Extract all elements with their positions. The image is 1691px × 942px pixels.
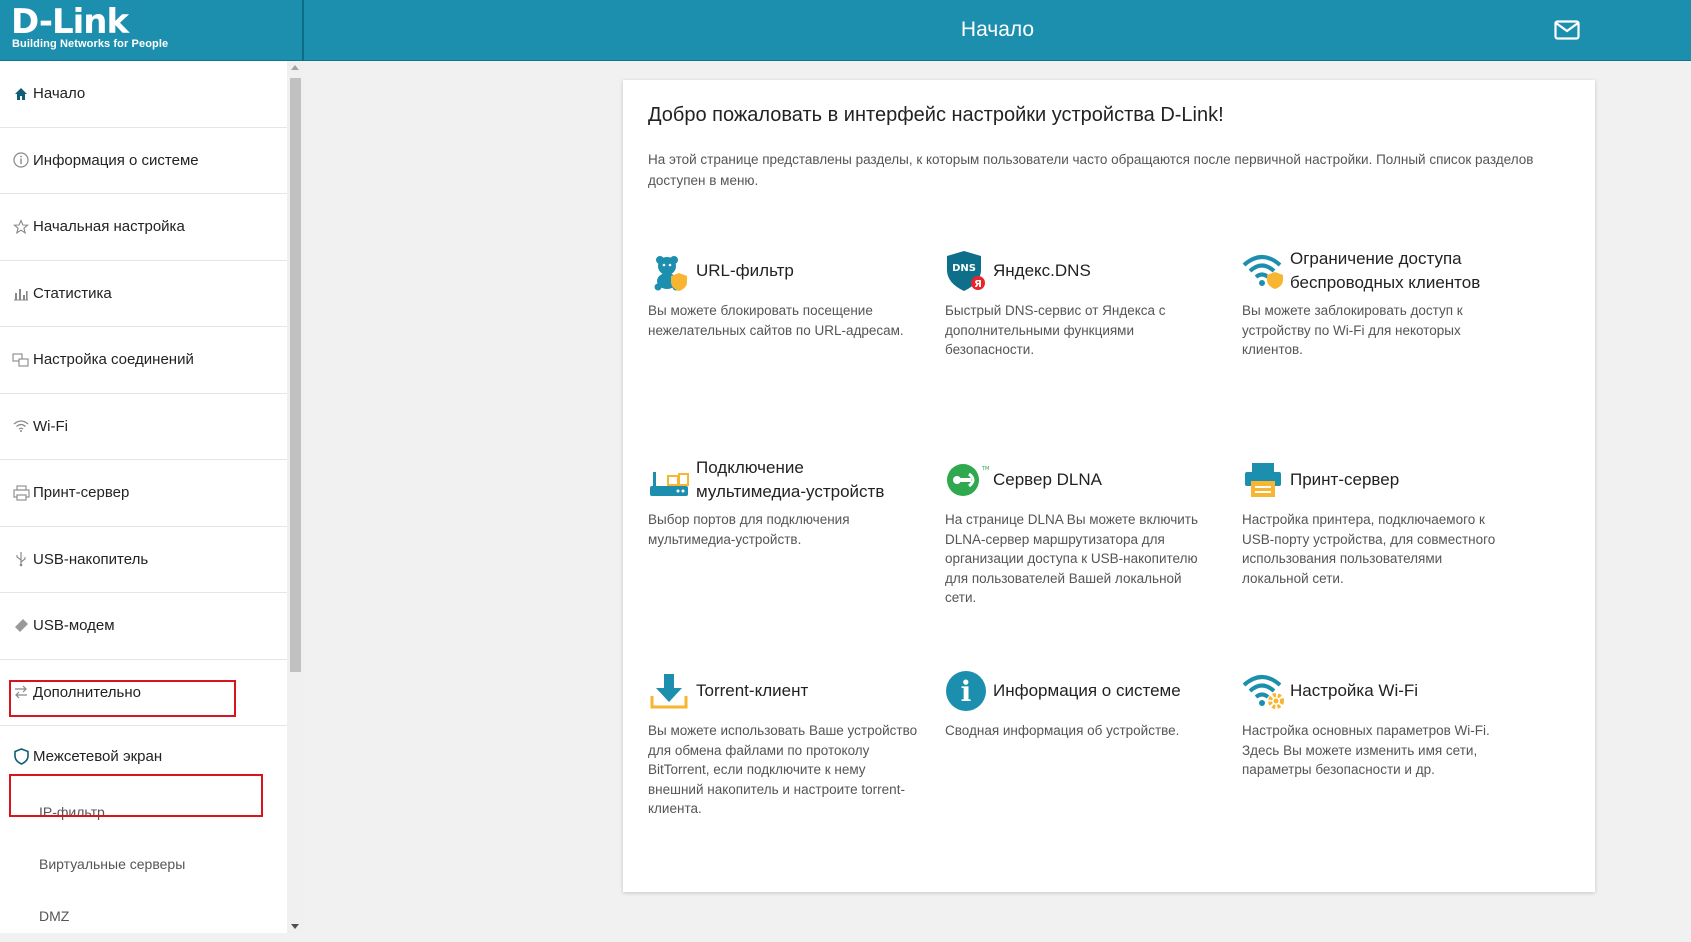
sidebar-item-usb-storage[interactable] — [0, 527, 287, 594]
tile-title: Яндекс.DNS — [993, 261, 1091, 280]
multimedia-icon — [648, 459, 690, 501]
wifi-gear-icon — [1242, 670, 1284, 712]
tile-description: Быстрый DNS-сервис от Яндекса с дополнительными функциями безопасности. — [945, 303, 1166, 357]
tile-multimedia[interactable] — [648, 456, 918, 549]
dlna-icon — [945, 459, 990, 501]
sidebar-item-wifi[interactable] — [0, 394, 287, 461]
tile-wifi-setup[interactable] — [1242, 667, 1512, 780]
dns-icon-text: DNS — [952, 263, 976, 274]
scroll-thumb[interactable] — [290, 78, 301, 672]
star-icon — [11, 217, 31, 237]
tile-yandex-dns[interactable] — [945, 247, 1215, 360]
virtual-servers-highlight-box — [9, 774, 263, 817]
tile-dlna[interactable] — [945, 456, 1215, 608]
tile-description: На странице DLNA Вы можете включить DLNA-сервер маршрутизатора для организации доступа к USB-накопителю для пользователей Вашей локальной сети. — [945, 512, 1199, 605]
sidebar-subitem-virtual-servers[interactable] — [0, 838, 287, 890]
download-icon — [648, 670, 690, 712]
usb-icon — [11, 549, 31, 569]
sidebar-item-initial-setup[interactable] — [0, 194, 287, 261]
info-icon-text: i — [960, 675, 972, 708]
tile-print-server[interactable] — [1242, 456, 1512, 588]
connections-icon — [11, 350, 31, 370]
tile-title: Torrent-клиент — [696, 681, 809, 700]
svg-text:TM: TM — [982, 466, 990, 472]
sidebar-item-label: Начало — [33, 85, 86, 103]
home-icon — [11, 84, 31, 104]
page-title: Начало — [960, 18, 1035, 41]
stats-icon — [11, 283, 31, 303]
welcome-heading: Добро пожаловать в интерфейс настройки устройства D-Link! — [648, 104, 1224, 126]
tile-title: Ограничение доступа беспроводных клиентов — [1290, 249, 1481, 292]
sidebar-item-label: Межсетевой экран — [33, 747, 163, 765]
sidebar-subitem-label: Виртуальные серверы — [39, 856, 186, 872]
sidebar-item-statistics[interactable] — [0, 261, 287, 328]
sidebar-scrollbar[interactable] — [287, 61, 304, 933]
scroll-up-arrow-icon[interactable] — [291, 65, 299, 70]
tile-title: Принт-сервер — [1290, 470, 1400, 489]
logo-text: D-Link — [11, 2, 129, 42]
tile-description: Сводная информация об устройстве. — [945, 723, 1180, 738]
tile-title: Сервер DLNA — [993, 470, 1103, 489]
info-icon — [11, 150, 31, 170]
sidebar-item-label: USB-накопитель — [33, 550, 149, 568]
sidebar-item-system-info[interactable] — [0, 128, 287, 195]
tile-title: Подключение мультимедиа-устройств — [696, 458, 885, 501]
tile-title: URL-фильтр — [696, 261, 794, 280]
sidebar-item-label: Принт-сервер — [33, 484, 130, 502]
tile-description: Вы можете блокировать посещение нежелательных сайтов по URL-адресам. — [648, 303, 904, 338]
tile-wireless-restriction[interactable] — [1242, 247, 1512, 360]
logo-tagline: Building Networks for People — [12, 38, 169, 50]
tile-torrent[interactable] — [648, 667, 918, 819]
printer-icon — [11, 483, 31, 503]
tile-title: Настройка Wi-Fi — [1290, 681, 1419, 700]
intro-text: На этой странице представлены разделы, к которым пользователи часто обращаются после первичной настройки. Полный список разделов доступен в меню. — [648, 152, 1534, 188]
tile-description: Настройка основных параметров Wi-Fi. Здесь Вы можете изменить имя сети, параметры безопасности и др. — [1242, 723, 1490, 777]
tile-description: Настройка принтера, подключаемого к USB-порту устройства, для совместного использования пользователями локальной сети. — [1242, 512, 1496, 586]
sidebar-item-connections[interactable] — [0, 327, 287, 394]
welcome-card — [623, 80, 1595, 892]
scroll-down-arrow-icon[interactable] — [291, 924, 299, 929]
wifi-icon — [11, 416, 31, 436]
wifi-shield-icon — [1242, 250, 1284, 292]
tile-description: Выбор портов для подключения мультимедиа-устройств. — [648, 512, 850, 547]
sidebar-item-label: Wi-Fi — [33, 417, 68, 435]
tile-description: Вы можете заблокировать доступ к устройству по Wi-Fi для некоторых клиентов. — [1242, 303, 1463, 357]
sidebar-subitem-label: IP-фильтр — [39, 804, 105, 820]
url-filter-icon — [648, 250, 690, 292]
mail-icon[interactable] — [1554, 20, 1580, 40]
sidebar-subitem-dmz[interactable] — [0, 890, 287, 942]
tile-description: Вы можете использовать Ваше устройство для обмена файлами по протоколу BitTorrent, если подключите к нему внешний накопитель и настроите torrent-клиента. — [648, 723, 918, 816]
sidebar-item-label: Настройка соединений — [33, 351, 194, 369]
shield-icon — [11, 746, 31, 766]
sidebar-item-usb-modem[interactable] — [0, 593, 287, 660]
sidebar-item-home[interactable] — [0, 61, 287, 128]
svg-text:Я: Я — [974, 279, 982, 290]
tile-url-filter[interactable] — [648, 247, 918, 340]
sidebar-item-label: Начальная настройка — [33, 218, 185, 236]
info-circle-icon — [945, 670, 987, 712]
sidebar-subitem-label: DMZ — [39, 908, 70, 924]
tile-title: Информация о системе — [993, 681, 1181, 700]
yandex-dns-icon — [945, 250, 987, 292]
sidebar-item-print-server[interactable] — [0, 460, 287, 527]
logo[interactable] — [0, 0, 304, 61]
tile-system-info[interactable] — [945, 667, 1215, 741]
usb-modem-icon — [11, 616, 31, 636]
print-server-icon — [1242, 459, 1284, 501]
top-header — [0, 0, 1691, 61]
firewall-highlight-box — [9, 680, 236, 717]
sidebar-item-label: USB-модем — [33, 617, 115, 635]
sidebar-item-label: Информация о системе — [33, 151, 199, 169]
sidebar-item-label: Статистика — [33, 284, 112, 302]
sidebar-item-label: Дополнительно — [33, 683, 141, 701]
